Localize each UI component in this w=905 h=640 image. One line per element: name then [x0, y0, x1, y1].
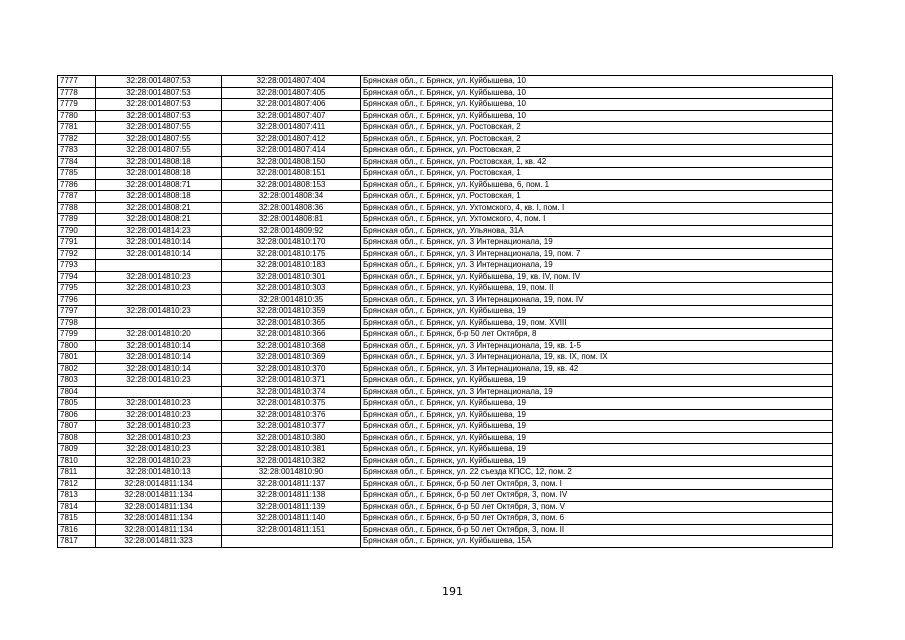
- address-cell: Брянская обл., г. Брянск, ул. 3 Интернационала, 19, кв. 1-5: [361, 340, 833, 352]
- row-number-cell: 7808: [58, 432, 96, 444]
- row-number-cell: 7807: [58, 421, 96, 433]
- table-row: [58, 294, 833, 306]
- table-row: [58, 237, 833, 249]
- row-number-cell: 7817: [58, 536, 96, 548]
- parcel-cadastral-number-cell: 32:28:0014814:23: [96, 225, 222, 237]
- table-row: [58, 352, 833, 364]
- table-row: [58, 133, 833, 145]
- row-number-cell: 7811: [58, 467, 96, 479]
- object-cadastral-number-cell: 32:28:0014811:139: [222, 501, 361, 513]
- address-cell: Брянская обл., г. Брянск, б-р 50 лет Октября, 3, пом. 6: [361, 513, 833, 525]
- parcel-cadastral-number-cell: 32:28:0014808:21: [96, 202, 222, 214]
- object-cadastral-number-cell: 32:28:0014807:404: [222, 76, 361, 88]
- row-number-cell: 7813: [58, 490, 96, 502]
- table-row: [58, 306, 833, 318]
- object-cadastral-number-cell: 32:28:0014810:380: [222, 432, 361, 444]
- table-row: [58, 283, 833, 295]
- table-row: [58, 122, 833, 134]
- object-cadastral-number-cell: 32:28:0014810:371: [222, 375, 361, 387]
- table-row: [58, 398, 833, 410]
- table-row: [58, 363, 833, 375]
- parcel-cadastral-number-cell: 32:28:0014808:21: [96, 214, 222, 226]
- row-number-cell: 7782: [58, 133, 96, 145]
- object-cadastral-number-cell: 32:28:0014808:34: [222, 191, 361, 203]
- parcel-cadastral-number-cell: 32:28:0014810:13: [96, 467, 222, 479]
- table-row: [58, 214, 833, 226]
- table-row: [58, 248, 833, 260]
- parcel-cadastral-number-cell: 32:28:0014807:55: [96, 122, 222, 134]
- row-number-cell: 7777: [58, 76, 96, 88]
- table-row: [58, 99, 833, 111]
- object-cadastral-number-cell: 32:28:0014808:153: [222, 179, 361, 191]
- parcel-cadastral-number-cell: 32:28:0014807:53: [96, 99, 222, 111]
- object-cadastral-number-cell: 32:28:0014810:90: [222, 467, 361, 479]
- table-row: [58, 478, 833, 490]
- address-cell: Брянская обл., г. Брянск, ул. 22 съезда КПСС, 12, пом. 2: [361, 467, 833, 479]
- object-cadastral-number-cell: 32:28:0014810:303: [222, 283, 361, 295]
- parcel-cadastral-number-cell: 32:28:0014810:14: [96, 363, 222, 375]
- row-number-cell: 7800: [58, 340, 96, 352]
- parcel-cadastral-number-cell: 32:28:0014807:53: [96, 87, 222, 99]
- table-row: [58, 179, 833, 191]
- object-cadastral-number-cell: 32:28:0014807:412: [222, 133, 361, 145]
- row-number-cell: 7792: [58, 248, 96, 260]
- parcel-cadastral-number-cell: 32:28:0014811:134: [96, 513, 222, 525]
- table-row: [58, 87, 833, 99]
- address-cell: Брянская обл., г. Брянск, ул. Куйбышева, 19: [361, 455, 833, 467]
- registry-sheet: [57, 75, 832, 548]
- row-number-cell: 7799: [58, 329, 96, 341]
- row-number-cell: 7780: [58, 110, 96, 122]
- row-number-cell: 7794: [58, 271, 96, 283]
- object-cadastral-number-cell: 32:28:0014807:406: [222, 99, 361, 111]
- address-cell: Брянская обл., г. Брянск, ул. Ростовская, 2: [361, 133, 833, 145]
- table-row: [58, 168, 833, 180]
- address-cell: Брянская обл., г. Брянск, ул. Куйбышева, 15А: [361, 536, 833, 548]
- parcel-cadastral-number-cell: 32:28:0014810:14: [96, 248, 222, 260]
- address-cell: Брянская обл., г. Брянск, ул. Куйбышева, 10: [361, 99, 833, 111]
- table-row: [58, 421, 833, 433]
- row-number-cell: 7793: [58, 260, 96, 272]
- table-row: [58, 340, 833, 352]
- row-number-cell: 7796: [58, 294, 96, 306]
- row-number-cell: 7785: [58, 168, 96, 180]
- parcel-cadastral-number-cell: 32:28:0014810:23: [96, 283, 222, 295]
- address-cell: Брянская обл., г. Брянск, ул. Куйбышева, 19: [361, 398, 833, 410]
- parcel-cadastral-number-cell: 32:28:0014808:18: [96, 156, 222, 168]
- table-row: [58, 329, 833, 341]
- parcel-cadastral-number-cell: 32:28:0014807:53: [96, 76, 222, 88]
- table-row: [58, 432, 833, 444]
- row-number-cell: 7812: [58, 478, 96, 490]
- address-cell: Брянская обл., г. Брянск, ул. Куйбышева, 19, кв. IV, пом. IV: [361, 271, 833, 283]
- address-cell: Брянская обл., г. Брянск, ул. Куйбышева, 19: [361, 375, 833, 387]
- table-row: [58, 536, 833, 548]
- row-number-cell: 7815: [58, 513, 96, 525]
- address-cell: Брянская обл., г. Брянск, ул. Ульянова, 31А: [361, 225, 833, 237]
- table-row: [58, 386, 833, 398]
- table-row: [58, 225, 833, 237]
- table-row: [58, 202, 833, 214]
- row-number-cell: 7805: [58, 398, 96, 410]
- object-cadastral-number-cell: 32:28:0014808:81: [222, 214, 361, 226]
- parcel-cadastral-number-cell: 32:28:0014810:14: [96, 352, 222, 364]
- parcel-cadastral-number-cell: 32:28:0014810:23: [96, 432, 222, 444]
- row-number-cell: 7790: [58, 225, 96, 237]
- object-cadastral-number-cell: 32:28:0014810:382: [222, 455, 361, 467]
- address-cell: Брянская обл., г. Брянск, б-р 50 лет Октября, 3, пом. V: [361, 501, 833, 513]
- parcel-cadastral-number-cell: 32:28:0014810:23: [96, 444, 222, 456]
- object-cadastral-number-cell: 32:28:0014809:92: [222, 225, 361, 237]
- address-cell: Брянская обл., г. Брянск, ул. Куйбышева, 19: [361, 409, 833, 421]
- table-row: [58, 455, 833, 467]
- object-cadastral-number-cell: 32:28:0014810:170: [222, 237, 361, 249]
- row-number-cell: 7814: [58, 501, 96, 513]
- parcel-cadastral-number-cell: [96, 294, 222, 306]
- object-cadastral-number-cell: 32:28:0014810:301: [222, 271, 361, 283]
- parcel-cadastral-number-cell: 32:28:0014811:134: [96, 478, 222, 490]
- parcel-cadastral-number-cell: [96, 260, 222, 272]
- object-cadastral-number-cell: 32:28:0014810:368: [222, 340, 361, 352]
- table-row: [58, 375, 833, 387]
- row-number-cell: 7786: [58, 179, 96, 191]
- object-cadastral-number-cell: 32:28:0014807:405: [222, 87, 361, 99]
- address-cell: Брянская обл., г. Брянск, ул. Куйбышева, 19: [361, 306, 833, 318]
- row-number-cell: 7802: [58, 363, 96, 375]
- object-cadastral-number-cell: 32:28:0014807:414: [222, 145, 361, 157]
- parcel-cadastral-number-cell: 32:28:0014810:23: [96, 271, 222, 283]
- table-row: [58, 191, 833, 203]
- object-cadastral-number-cell: 32:28:0014810:374: [222, 386, 361, 398]
- parcel-cadastral-number-cell: 32:28:0014807:55: [96, 145, 222, 157]
- object-cadastral-number-cell: 32:28:0014811:151: [222, 524, 361, 536]
- parcel-cadastral-number-cell: 32:28:0014807:55: [96, 133, 222, 145]
- address-cell: Брянская обл., г. Брянск, ул. Куйбышева, 19, пом. XVIII: [361, 317, 833, 329]
- parcel-cadastral-number-cell: 32:28:0014810:23: [96, 306, 222, 318]
- object-cadastral-number-cell: 32:28:0014810:359: [222, 306, 361, 318]
- object-cadastral-number-cell: 32:28:0014811:140: [222, 513, 361, 525]
- registry-table: [57, 75, 833, 548]
- address-cell: Брянская обл., г. Брянск, ул. 3 Интернационала, 19, кв. 42: [361, 363, 833, 375]
- parcel-cadastral-number-cell: 32:28:0014810:14: [96, 237, 222, 249]
- object-cadastral-number-cell: 32:28:0014810:365: [222, 317, 361, 329]
- row-number-cell: 7797: [58, 306, 96, 318]
- address-cell: Брянская обл., г. Брянск, ул. Ростовская, 1: [361, 168, 833, 180]
- row-number-cell: 7779: [58, 99, 96, 111]
- table-row: [58, 513, 833, 525]
- table-row: [58, 76, 833, 88]
- object-cadastral-number-cell: 32:28:0014808:150: [222, 156, 361, 168]
- address-cell: Брянская обл., г. Брянск, б-р 50 лет Октября, 3, пом. I: [361, 478, 833, 490]
- parcel-cadastral-number-cell: 32:28:0014808:18: [96, 191, 222, 203]
- address-cell: Брянская обл., г. Брянск, ул. 3 Интернационала, 19, пом. IV: [361, 294, 833, 306]
- table-row: [58, 444, 833, 456]
- table-row: [58, 501, 833, 513]
- address-cell: Брянская обл., г. Брянск, ул. 3 Интернационала, 19: [361, 237, 833, 249]
- table-row: [58, 156, 833, 168]
- object-cadastral-number-cell: 32:28:0014810:377: [222, 421, 361, 433]
- object-cadastral-number-cell: 32:28:0014810:35: [222, 294, 361, 306]
- row-number-cell: 7795: [58, 283, 96, 295]
- parcel-cadastral-number-cell: 32:28:0014810:23: [96, 409, 222, 421]
- address-cell: Брянская обл., г. Брянск, ул. Куйбышева, 19: [361, 432, 833, 444]
- parcel-cadastral-number-cell: 32:28:0014811:134: [96, 501, 222, 513]
- address-cell: Брянская обл., г. Брянск, ул. 3 Интернационала, 19, кв. IX, пом. IX: [361, 352, 833, 364]
- object-cadastral-number-cell: 32:28:0014810:375: [222, 398, 361, 410]
- table-row: [58, 524, 833, 536]
- row-number-cell: 7798: [58, 317, 96, 329]
- table-row: [58, 110, 833, 122]
- address-cell: Брянская обл., г. Брянск, ул. Куйбышева, 10: [361, 76, 833, 88]
- row-number-cell: 7810: [58, 455, 96, 467]
- address-cell: Брянская обл., г. Брянск, ул. Ростовская, 2: [361, 122, 833, 134]
- parcel-cadastral-number-cell: 32:28:0014810:14: [96, 340, 222, 352]
- parcel-cadastral-number-cell: 32:28:0014810:23: [96, 455, 222, 467]
- row-number-cell: 7788: [58, 202, 96, 214]
- row-number-cell: 7806: [58, 409, 96, 421]
- row-number-cell: 7783: [58, 145, 96, 157]
- object-cadastral-number-cell: 32:28:0014807:411: [222, 122, 361, 134]
- row-number-cell: 7784: [58, 156, 96, 168]
- parcel-cadastral-number-cell: [96, 386, 222, 398]
- parcel-cadastral-number-cell: 32:28:0014810:23: [96, 421, 222, 433]
- object-cadastral-number-cell: 32:28:0014807:407: [222, 110, 361, 122]
- table-row: [58, 467, 833, 479]
- row-number-cell: 7791: [58, 237, 96, 249]
- row-number-cell: 7801: [58, 352, 96, 364]
- table-row: [58, 317, 833, 329]
- address-cell: Брянская обл., г. Брянск, б-р 50 лет Октября, 3, пом. II: [361, 524, 833, 536]
- row-number-cell: 7787: [58, 191, 96, 203]
- object-cadastral-number-cell: 32:28:0014808:151: [222, 168, 361, 180]
- address-cell: Брянская обл., г. Брянск, ул. Ростовская, 1, кв. 42: [361, 156, 833, 168]
- address-cell: Брянская обл., г. Брянск, ул. Ростовская, 2: [361, 145, 833, 157]
- object-cadastral-number-cell: 32:28:0014811:137: [222, 478, 361, 490]
- address-cell: Брянская обл., г. Брянск, ул. Куйбышева, 19: [361, 421, 833, 433]
- address-cell: Брянская обл., г. Брянск, ул. Ростовская, 1: [361, 191, 833, 203]
- object-cadastral-number-cell: [222, 536, 361, 548]
- row-number-cell: 7816: [58, 524, 96, 536]
- address-cell: Брянская обл., г. Брянск, ул. Куйбышева, 10: [361, 87, 833, 99]
- address-cell: Брянская обл., г. Брянск, б-р 50 лет Октября, 3, пом. IV: [361, 490, 833, 502]
- table-row: [58, 145, 833, 157]
- address-cell: Брянская обл., г. Брянск, б-р 50 лет Октября, 8: [361, 329, 833, 341]
- parcel-cadastral-number-cell: 32:28:0014811:134: [96, 524, 222, 536]
- address-cell: Брянская обл., г. Брянск, ул. 3 Интернационала, 19: [361, 386, 833, 398]
- object-cadastral-number-cell: 32:28:0014810:369: [222, 352, 361, 364]
- parcel-cadastral-number-cell: 32:28:0014808:71: [96, 179, 222, 191]
- parcel-cadastral-number-cell: 32:28:0014810:23: [96, 375, 222, 387]
- object-cadastral-number-cell: 32:28:0014810:366: [222, 329, 361, 341]
- address-cell: Брянская обл., г. Брянск, ул. 3 Интернационала, 19: [361, 260, 833, 272]
- table-row: [58, 409, 833, 421]
- object-cadastral-number-cell: 32:28:0014810:381: [222, 444, 361, 456]
- object-cadastral-number-cell: 32:28:0014810:175: [222, 248, 361, 260]
- parcel-cadastral-number-cell: 32:28:0014807:53: [96, 110, 222, 122]
- parcel-cadastral-number-cell: 32:28:0014810:20: [96, 329, 222, 341]
- object-cadastral-number-cell: 32:28:0014810:183: [222, 260, 361, 272]
- table-row: [58, 490, 833, 502]
- object-cadastral-number-cell: 32:28:0014808:36: [222, 202, 361, 214]
- address-cell: Брянская обл., г. Брянск, ул. Куйбышева, 10: [361, 110, 833, 122]
- row-number-cell: 7809: [58, 444, 96, 456]
- address-cell: Брянская обл., г. Брянск, ул. Ухтомского, 4, пом. I: [361, 214, 833, 226]
- registry-table-body: [58, 76, 833, 548]
- object-cadastral-number-cell: 32:28:0014810:370: [222, 363, 361, 375]
- address-cell: Брянская обл., г. Брянск, ул. Куйбышева, 19, пом. II: [361, 283, 833, 295]
- parcel-cadastral-number-cell: 32:28:0014810:23: [96, 398, 222, 410]
- row-number-cell: 7778: [58, 87, 96, 99]
- parcel-cadastral-number-cell: [96, 317, 222, 329]
- table-row: [58, 271, 833, 283]
- row-number-cell: 7804: [58, 386, 96, 398]
- address-cell: Брянская обл., г. Брянск, ул. Куйбышева, 6, пом. 1: [361, 179, 833, 191]
- table-row: [58, 260, 833, 272]
- parcel-cadastral-number-cell: 32:28:0014811:134: [96, 490, 222, 502]
- page-number: 191: [442, 585, 463, 598]
- parcel-cadastral-number-cell: 32:28:0014808:18: [96, 168, 222, 180]
- row-number-cell: 7789: [58, 214, 96, 226]
- address-cell: Брянская обл., г. Брянск, ул. Ухтомского, 4, кв. I, пом. I: [361, 202, 833, 214]
- row-number-cell: 7781: [58, 122, 96, 134]
- address-cell: Брянская обл., г. Брянск, ул. 3 Интернационала, 19, пом. 7: [361, 248, 833, 260]
- object-cadastral-number-cell: 32:28:0014811:138: [222, 490, 361, 502]
- parcel-cadastral-number-cell: 32:28:0014811:323: [96, 536, 222, 548]
- row-number-cell: 7803: [58, 375, 96, 387]
- address-cell: Брянская обл., г. Брянск, ул. Куйбышева, 19: [361, 444, 833, 456]
- object-cadastral-number-cell: 32:28:0014810:376: [222, 409, 361, 421]
